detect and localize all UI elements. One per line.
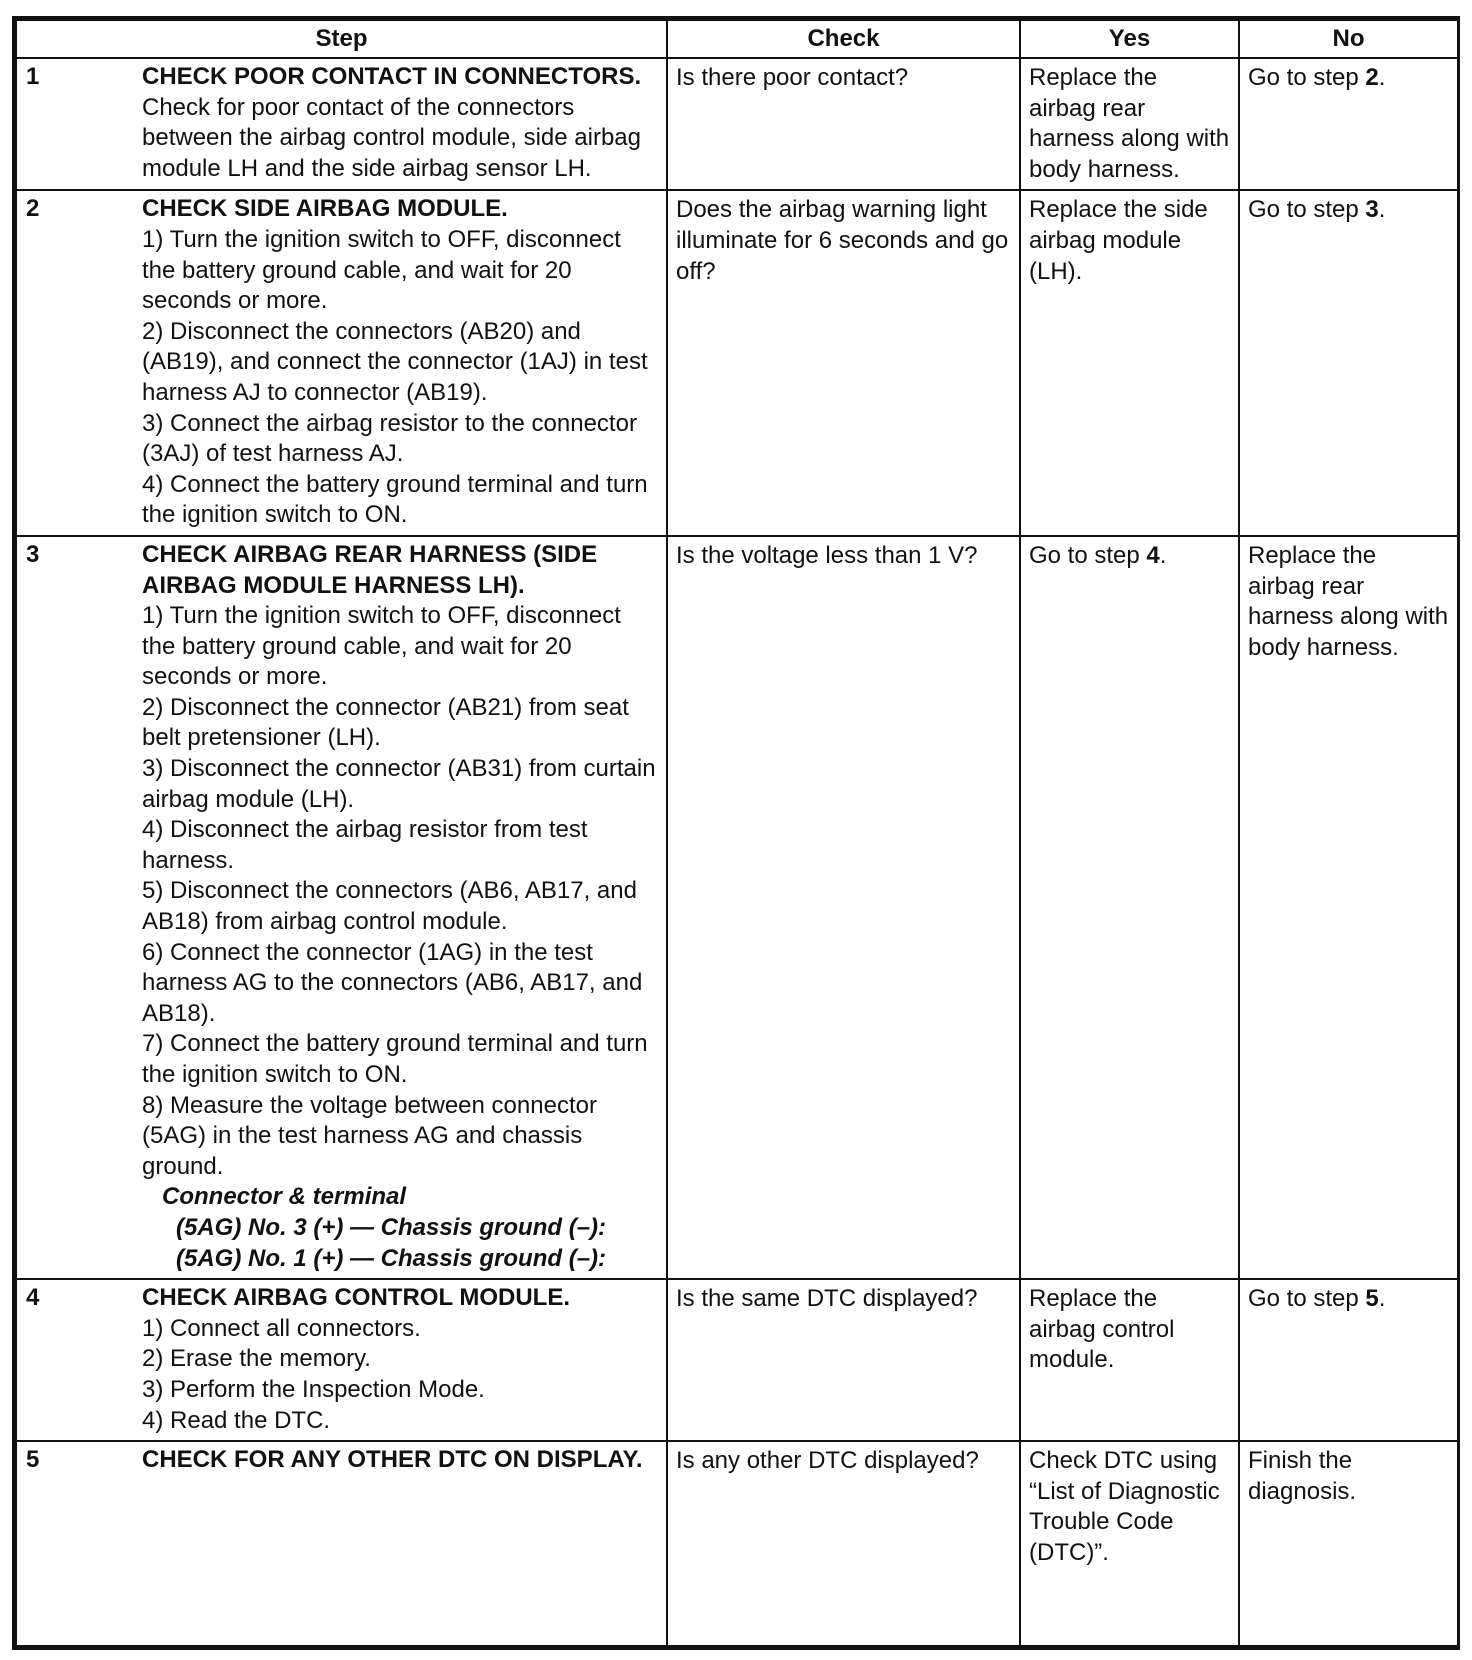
no-text: Go to step [1248, 1285, 1366, 1313]
diagnostic-procedure-table [12, 16, 1460, 1650]
sub-step: 2) Disconnect the connectors (AB20) and (AB19), and connect the connector (1AJ) in test harness AJ to connector (AB19). [142, 317, 648, 406]
yes-step-number: 4 [1146, 541, 1160, 569]
table-row [16, 58, 1458, 190]
check-cell: Is the voltage less than 1 V? [667, 536, 1020, 1279]
table-row [16, 1441, 1458, 1646]
no-cell: Replace the airbag rear harness along with body harness. [1239, 536, 1458, 1279]
no-cell [1239, 190, 1458, 536]
header-check: Check [667, 20, 1020, 58]
step-number: 2 [26, 195, 40, 223]
yes-cell: Replace the airbag control module. [1020, 1279, 1239, 1441]
check-cell: Does the airbag warning light illuminate for 6 seconds and go off? [667, 190, 1020, 536]
sub-step: 1) Connect all connectors. [142, 1314, 421, 1342]
check-cell: Is the same DTC displayed? [667, 1279, 1020, 1441]
table-row [16, 536, 1458, 1279]
step-cell [16, 190, 667, 536]
step-title: CHECK POOR CONTACT IN CONNECTORS. [142, 63, 642, 90]
yes-cell: Replace the airbag rear harness along with body harness. [1020, 58, 1239, 190]
yes-cell [1020, 536, 1239, 1279]
step-title: CHECK AIRBAG REAR HARNESS (SIDE AIRBAG MODULE HARNESS LH). [142, 540, 598, 599]
table-row [16, 190, 1458, 536]
no-text: Go to step [1248, 196, 1366, 224]
header-step: Step [16, 20, 667, 58]
header-no: No [1239, 20, 1458, 58]
no-punct: . [1378, 196, 1386, 224]
sub-step: 4) Connect the battery ground terminal and turn the ignition switch to ON. [142, 470, 648, 529]
yes-cell: Replace the side airbag module (LH). [1020, 190, 1239, 536]
header-row [16, 20, 1458, 58]
sub-step: 3) Disconnect the connector (AB31) from curtain airbag module (LH). [142, 755, 656, 813]
step-number: 1 [26, 63, 40, 90]
step-title: CHECK AIRBAG CONTROL MODULE. [142, 1284, 570, 1312]
sub-step: 4) Disconnect the airbag resistor from test harness. [142, 816, 588, 874]
no-cell [1239, 58, 1458, 190]
spec-line: (5AG) No. 3 (+) — Chassis ground (–): [176, 1213, 607, 1241]
sub-step: 6) Connect the connector (1AG) in the test harness AG to the connectors (AB6, AB17, and AB18). [142, 938, 643, 1027]
check-cell: Is there poor contact? [667, 58, 1020, 190]
step-number: 4 [26, 1284, 40, 1312]
no-text: Go to step [1248, 64, 1366, 91]
no-punct: . [1378, 64, 1386, 91]
step-title: CHECK FOR ANY OTHER DTC ON DISPLAY. [142, 1446, 643, 1474]
step-cell [16, 1441, 667, 1646]
sub-step: 1) Turn the ignition switch to OFF, disconnect the battery ground cable, and wait for 20 seconds or more. [142, 602, 621, 691]
sub-step: 4) Read the DTC. [142, 1406, 331, 1434]
sub-step: 3) Perform the Inspection Mode. [142, 1375, 485, 1403]
no-punct: . [1378, 1285, 1386, 1313]
steps-table [15, 19, 1459, 1647]
step-title: CHECK SIDE AIRBAG MODULE. [142, 195, 508, 223]
step-cell [16, 536, 667, 1279]
yes-cell: Check DTC using “List of Diagnostic Trouble Code (DTC)”. [1020, 1441, 1239, 1646]
no-step-number: 2 [1365, 64, 1379, 91]
sub-step: 5) Disconnect the connectors (AB6, AB17, and AB18) from airbag control module. [142, 877, 637, 936]
sub-step: 8) Measure the voltage between connector (5AG) in the test harness AG and chassis ground. [142, 1091, 597, 1180]
step-number: 3 [26, 540, 40, 568]
check-cell: Is any other DTC displayed? [667, 1441, 1020, 1646]
sub-step: 7) Connect the battery ground terminal and turn the ignition switch to ON. [142, 1030, 648, 1088]
table-row [16, 1279, 1458, 1441]
header-yes: Yes [1020, 20, 1239, 58]
sub-step: 2) Erase the memory. [142, 1345, 371, 1373]
no-cell: Finish the diagnosis. [1239, 1441, 1458, 1646]
sub-step: 3) Connect the airbag resistor to the connector (3AJ) of test harness AJ. [142, 409, 637, 468]
yes-text: Go to step [1029, 541, 1147, 569]
yes-punct: . [1159, 541, 1167, 569]
sub-step: 1) Turn the ignition switch to OFF, disconnect the battery ground cable, and wait for 20 seconds or more. [142, 225, 621, 315]
step-body: Check for poor contact of the connectors between the airbag control module, side airbag module LH and the side airbag sensor LH. [142, 93, 641, 182]
sub-step: 2) Disconnect the connector (AB21) from seat belt pretensioner (LH). [142, 693, 629, 752]
step-cell [16, 1279, 667, 1441]
no-cell [1239, 1279, 1458, 1441]
step-cell [16, 58, 667, 190]
spec-title: Connector & terminal [162, 1183, 407, 1211]
no-step-number: 3 [1365, 196, 1379, 224]
no-step-number: 5 [1365, 1285, 1379, 1313]
spec-line: (5AG) No. 1 (+) — Chassis ground (–): [176, 1244, 607, 1272]
step-number: 5 [26, 1446, 40, 1474]
